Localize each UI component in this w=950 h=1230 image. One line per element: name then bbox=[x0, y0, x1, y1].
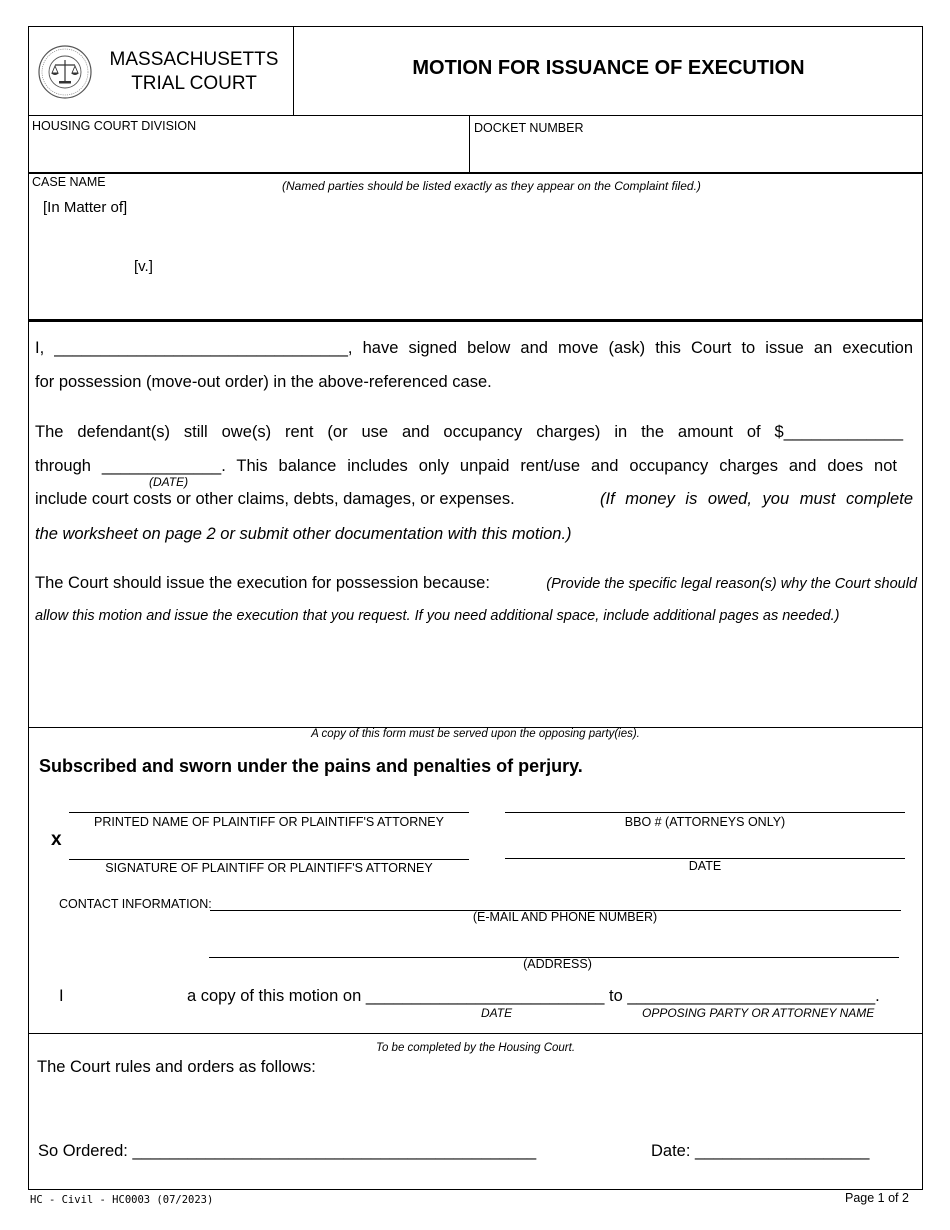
email-phone-caption: (E-MAIL AND PHONE NUMBER) bbox=[472, 910, 658, 924]
signature-x-mark: x bbox=[51, 829, 62, 850]
bbo-line[interactable] bbox=[505, 812, 905, 813]
amount-owed-line: The defendant(s) still owe(s) rent (or use and occupancy charges) in the amount of $_____________ bbox=[35, 423, 903, 441]
form-header bbox=[29, 27, 922, 116]
through-date-line: through _____________. This balance includes only unpaid rent/use and occupancy charges and does not bbox=[35, 457, 897, 475]
form-title: MOTION FOR ISSUANCE OF EXECUTION bbox=[412, 57, 805, 79]
page-number: Page 1 of 2 bbox=[845, 1191, 909, 1205]
signature-date-caption: DATE bbox=[688, 859, 722, 873]
court-rules-label: The Court rules and orders as follows: bbox=[37, 1058, 316, 1076]
court-date-line: Date: ___________________ bbox=[651, 1142, 870, 1160]
court-note: To be completed by the Housing Court. bbox=[375, 1042, 576, 1054]
address-caption: (ADDRESS) bbox=[523, 957, 592, 971]
versus-label: [v.] bbox=[134, 258, 153, 275]
service-party-caption: OPPOSING PARTY OR ATTORNEY NAME bbox=[642, 1006, 875, 1020]
docket-field[interactable] bbox=[471, 116, 922, 173]
printed-name-line[interactable] bbox=[69, 812, 469, 813]
court-seal-icon bbox=[38, 45, 92, 99]
form-id: HC - Civil - HC0003 (07/2023) bbox=[30, 1194, 214, 1206]
case-name-label: CASE NAME bbox=[32, 175, 106, 189]
motion-paragraph-1-line-1: I, ________________________________, have signed below and move (ask) this Court to issue an execution bbox=[35, 339, 913, 357]
contact-label: CONTACT INFORMATION: bbox=[59, 897, 212, 911]
in-matter-of: [In Matter of] bbox=[43, 199, 128, 216]
court-branding bbox=[29, 27, 294, 116]
case-name-note: (Named parties should be listed exactly as they appear on the Complaint filed.) bbox=[282, 179, 701, 193]
reason-line-1: The Court should issue the execution for possession because: (Provide the specific legal reason(s) why the Court should bbox=[35, 574, 917, 592]
worksheet-instruction: the worksheet on page 2 or submit other documentation with this motion.) bbox=[35, 525, 572, 543]
court-divider bbox=[29, 1033, 922, 1034]
sworn-statement: Subscribed and sworn under the pains and penalties of perjury. bbox=[39, 756, 583, 776]
service-i: I bbox=[59, 987, 64, 1005]
reason-entry-area[interactable] bbox=[29, 632, 922, 727]
balance-line: include court costs or other claims, debts, damages, or expenses. (If money is owed, you must complete bbox=[35, 490, 913, 508]
reason-line-2: allow this motion and issue the execution that you request. If you need additional space, include additional pages as needed.) bbox=[35, 608, 840, 624]
court-name: MASSACHUSETTS TRIAL COURT bbox=[109, 49, 279, 94]
serve-note: A copy of this form must be served upon the opposing party(ies). bbox=[311, 728, 640, 740]
motion-form bbox=[28, 26, 923, 1190]
division-docket-row bbox=[29, 116, 922, 174]
signature-caption: SIGNATURE OF PLAINTIFF OR PLAINTIFF'S ATTORNEY bbox=[105, 861, 433, 875]
docket-label: DOCKET NUMBER bbox=[474, 121, 584, 135]
so-ordered-line: So Ordered: ____________________________________________ bbox=[38, 1142, 537, 1160]
service-date-caption: DATE bbox=[481, 1006, 513, 1020]
bbo-caption: BBO # (ATTORNEYS ONLY) bbox=[624, 815, 786, 829]
motion-paragraph-1-line-2: for possession (move-out order) in the above-referenced case. bbox=[35, 373, 492, 391]
through-date-caption: (DATE) bbox=[149, 475, 189, 489]
printed-name-caption: PRINTED NAME OF PLAINTIFF OR PLAINTIFF'S ATTORNEY bbox=[94, 815, 444, 829]
division-label: HOUSING COURT DIVISION bbox=[32, 119, 197, 133]
case-name-field[interactable] bbox=[29, 174, 922, 322]
service-statement: a copy of this motion on __________________________ to ___________________________. bbox=[187, 987, 880, 1005]
division-field[interactable] bbox=[29, 116, 470, 173]
signature-line[interactable] bbox=[69, 859, 469, 860]
